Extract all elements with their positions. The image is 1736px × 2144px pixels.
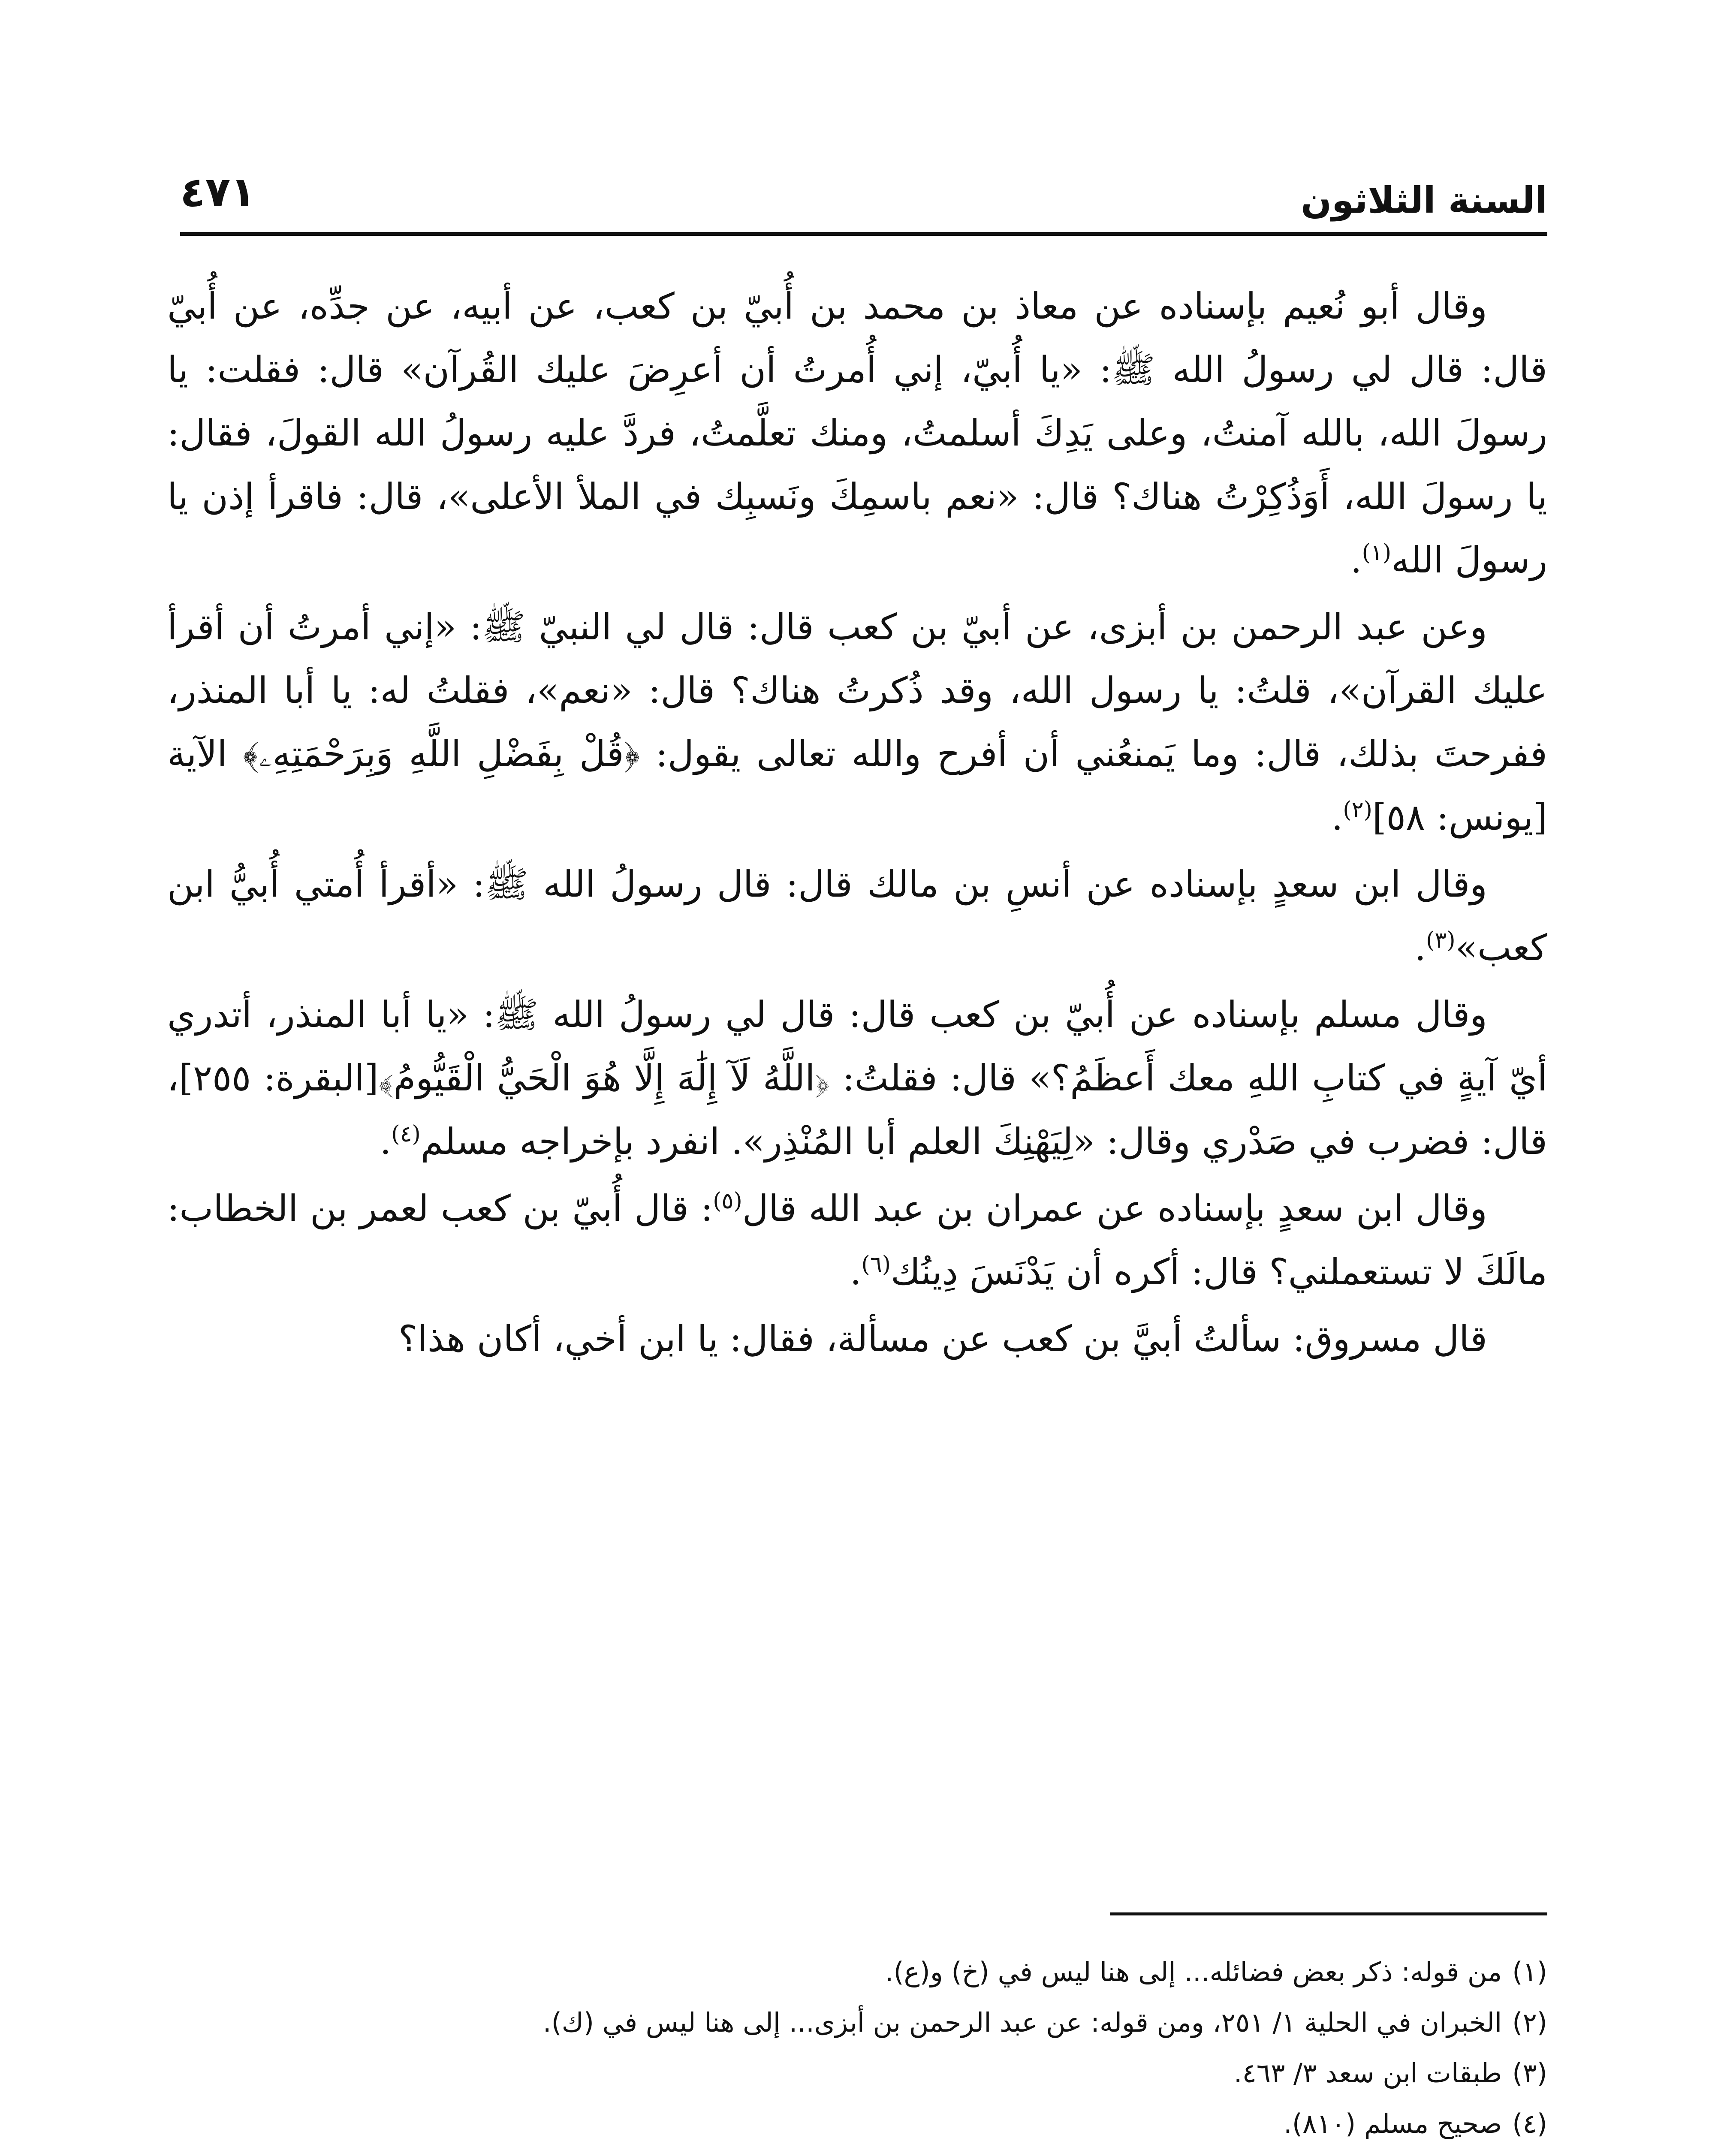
footnote-text: من قوله: ذكر بعض فضائله... إلى هنا ليس في (خ) و(ع).	[885, 1956, 1502, 1987]
footnote-ref: (١)	[1362, 540, 1392, 566]
footnote-ref: (٥)	[713, 1188, 742, 1214]
footnote-number: (١)	[1512, 1956, 1547, 1987]
header-divider	[180, 232, 1547, 236]
footnote-number: (٤)	[1512, 2108, 1547, 2139]
footnote-ref: (٣)	[1426, 927, 1456, 953]
footnote-number: (٣)	[1512, 2057, 1547, 2089]
paragraph-end: .	[1414, 927, 1426, 969]
footnote-text: طبقات ابن سعد ٣/ ٤٦٣.	[1233, 2057, 1502, 2089]
paragraph-text: وقال ابن سعدٍ بإسناده عن عمران بن عبد الله قال	[742, 1187, 1487, 1229]
footnote-divider	[1110, 1912, 1547, 1915]
paragraph-text: وعن عبد الرحمن بن أبزى، عن أبيّ بن كعب قال: قال لي النبيّ ﷺ: «إني أمرتُ أن أقرأ عليك القرآن»، قلتُ: يا رسول الله، وقد ذُكرتُ هناك؟ قال: «نعم»، فقلتُ له: يا أبا المنذر، ففرحتَ بذلك، قال: وما يَمنعُني أن أفرح والله تعالى يقول: ﴿قُلْ بِفَضْلِ اللَّهِ وَبِرَحْمَتِهِۦ﴾ الآية [يونس: ٥٨]	[167, 606, 1547, 838]
paragraph-end: .	[1350, 539, 1362, 581]
footnote	[167, 2099, 1547, 2144]
running-title: السنة الثلاثون	[1301, 179, 1547, 221]
footnotes	[167, 1947, 1547, 2144]
paragraph	[167, 1177, 1547, 1304]
footnote-ref: (٢)	[1343, 797, 1372, 823]
footnote	[167, 2048, 1547, 2099]
footnote-ref: (٤)	[391, 1121, 421, 1147]
paragraph	[167, 1307, 1547, 1370]
footnote	[167, 1997, 1547, 2048]
paragraph-text: وقال مسلم بإسناده عن أُبيّ بن كعب قال: قال لي رسولُ الله ﷺ: «يا أبا المنذر، أتدري أيّ آيةٍ في كتابِ اللهِ معك أَعظَمُ؟» قال: فقلتُ: ﴿اللَّهُ لَآ إِلَٰهَ إِلَّا هُوَ الْحَيُّ الْقَيُّومُ﴾[البقرة: ٢٥٥]، قال: فضرب في صَدْري وقال: «لِيَهْنِكَ العلم أبا المُنْذِر». انفرد بإخراجه مسلم	[167, 994, 1547, 1162]
page-header	[180, 154, 1547, 236]
paragraph-text: قال مسروق: سألتُ أبيَّ بن كعب عن مسألة، فقال: يا ابن أخي، أكان هذا؟	[398, 1318, 1487, 1360]
paragraph	[167, 274, 1547, 592]
main-text	[167, 274, 1547, 1374]
footnote-text: صحيح مسلم (٨١٠).	[1284, 2108, 1502, 2139]
footnote-text: الخبران في الحلية ١/ ٢٥١، ومن قوله: عن عبد الرحمن بن أبزى... إلى هنا ليس في (ك).	[542, 2007, 1502, 2038]
footnote-ref: (٦)	[861, 1252, 891, 1277]
page-number: ٤٧١	[180, 168, 256, 216]
footnote-number: (٢)	[1512, 2007, 1547, 2038]
paragraph-end: .	[850, 1251, 862, 1293]
footnote	[167, 1947, 1547, 1997]
paragraph	[167, 595, 1547, 849]
paragraph	[167, 852, 1547, 979]
paragraph-text-continued: : قال أُبيّ بن كعب لعمر بن الخطاب: مالَكَ لا تستعملني؟ قال: أكره أن يَدْنَسَ دِينُك	[167, 1187, 1547, 1293]
paragraph-end: .	[1331, 796, 1343, 838]
paragraph	[167, 983, 1547, 1173]
paragraph-end: .	[380, 1120, 392, 1162]
paragraph-text: وقال ابن سعدٍ بإسناده عن أنسِ بن مالك قال: قال رسولُ الله ﷺ: «أقرأ أُمتي أُبيُّ ابن كعب»	[167, 863, 1547, 969]
paragraph-text: وقال أبو نُعيم بإسناده عن معاذ بن محمد بن أُبيّ بن كعب، عن أبيه، عن جدِّه، عن أُبيّ قال: قال لي رسولُ الله ﷺ: «يا أُبيّ، إني أُمرتُ أن أعرِضَ عليك القُرآن» قال: فقلت: يا رسولَ الله، بالله آمنتُ، وعلى يَدِكَ أسلمتُ، ومنك تعلَّمتُ، فردَّ عليه رسولُ الله القولَ، فقال: يا رسولَ الله، أَوَذُكِرْتُ هناك؟ قال: «نعم باسمِكَ ونَسبِك في الملأ الأعلى»، قال: فاقرأ إذن يا رسولَ الله	[167, 285, 1547, 581]
